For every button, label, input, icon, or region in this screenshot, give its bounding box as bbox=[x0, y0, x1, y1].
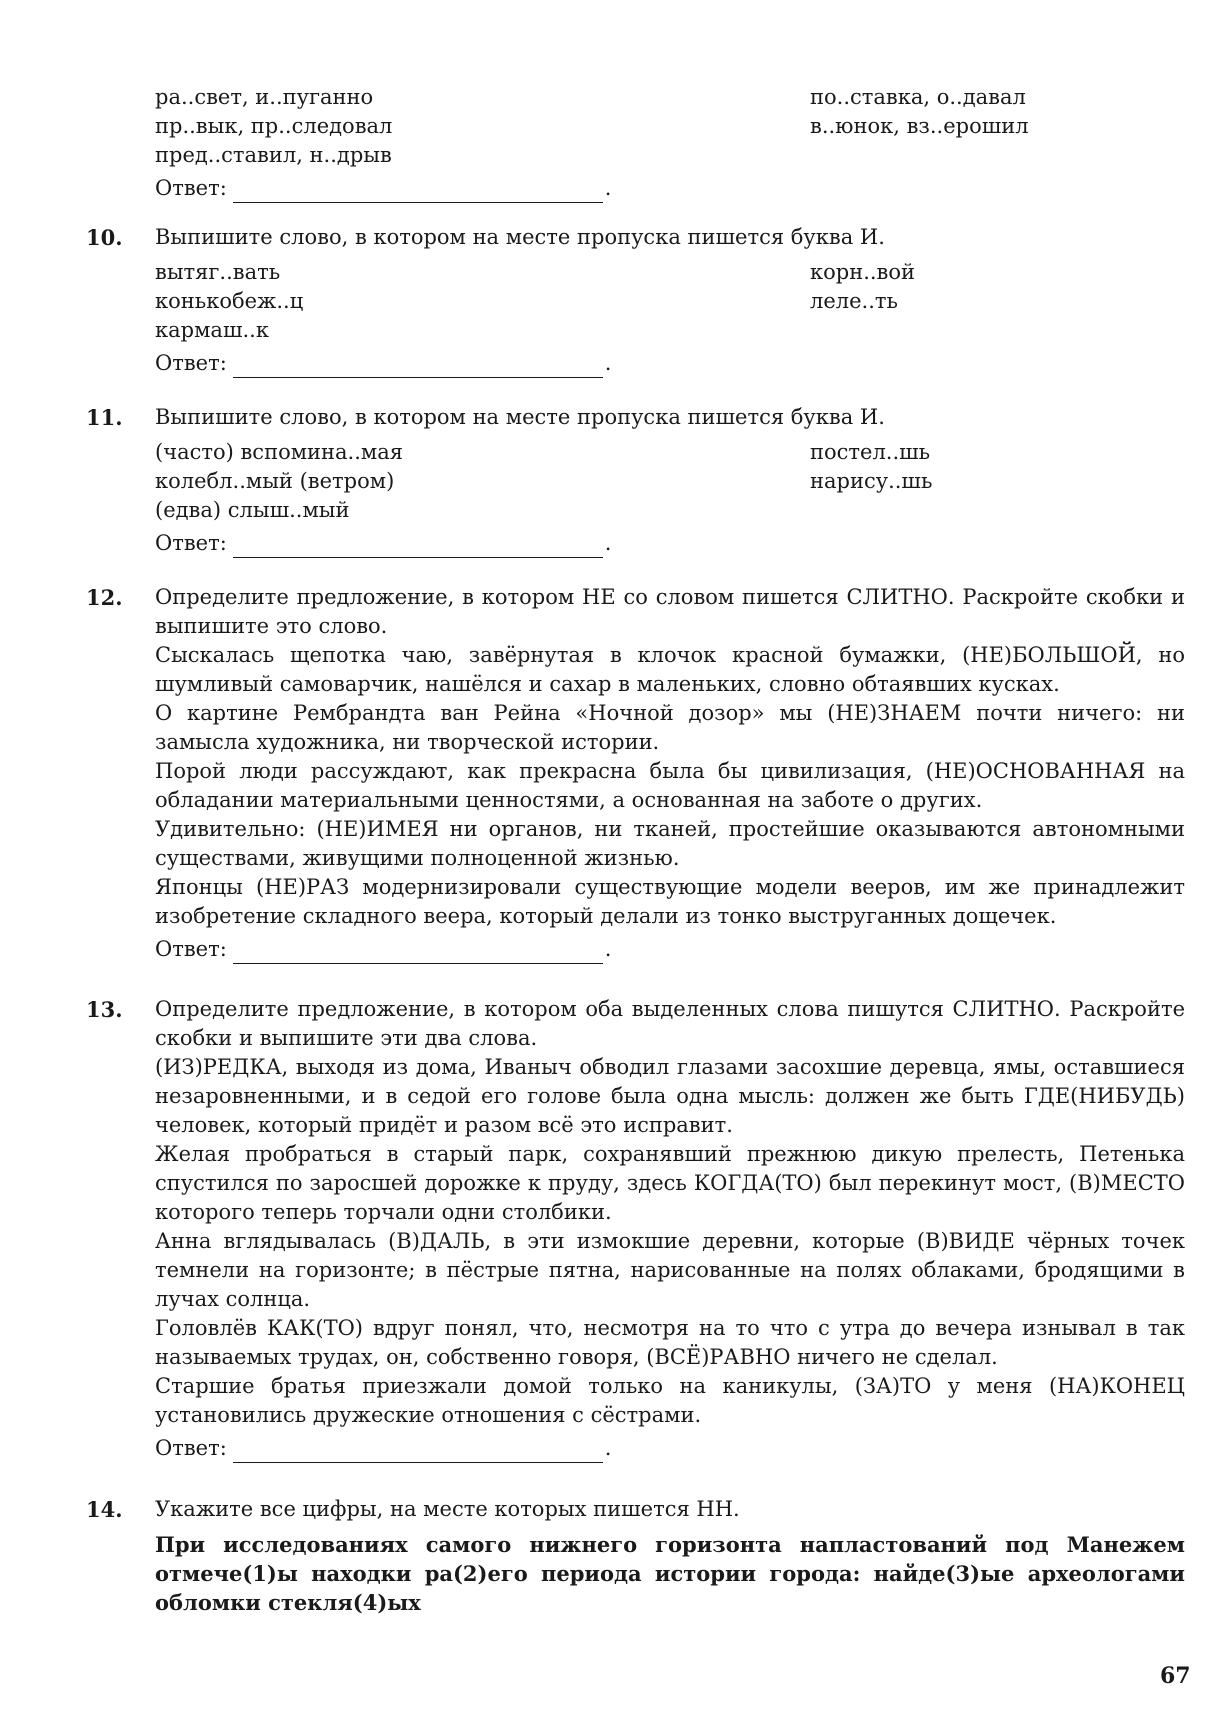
answer-label: Ответ: bbox=[155, 531, 227, 555]
task-number: 14. bbox=[86, 1497, 123, 1522]
sentence: (ИЗ)РЕДКА, выходя из дома, Иваныч обводил глазами засохшие деревца, ямы, оставшиеся незаровненными, и в седой его голове была одна мысль: должен же быть ГДЕ(НИБУДЬ) человек, который придёт и разом всё это исправит. bbox=[155, 1055, 1185, 1137]
option: вытяг..вать bbox=[155, 260, 281, 284]
task-14 bbox=[155, 1495, 1185, 1617]
answer-row: Ответ: . bbox=[155, 349, 1185, 378]
option: колебл..мый (ветром) bbox=[155, 469, 395, 493]
task-10-right-column bbox=[810, 258, 915, 316]
option: (едва) слыш..мый bbox=[155, 498, 350, 522]
task-9-options bbox=[155, 83, 1185, 170]
option: в..юнок, вз..ерошил bbox=[810, 114, 1029, 138]
page-number: 67 bbox=[1160, 1663, 1191, 1689]
option: (часто) вспомина..мая bbox=[155, 440, 404, 464]
answer-row: Ответ: . bbox=[155, 174, 1185, 203]
task-question: Выпишите слово, в котором на месте пропуска пишется буква И. bbox=[155, 225, 885, 249]
answer-field[interactable] bbox=[233, 943, 603, 964]
option: кармаш..к bbox=[155, 318, 269, 342]
task-12 bbox=[155, 583, 1185, 964]
task-11-options bbox=[155, 438, 1185, 525]
option: леле..ть bbox=[810, 289, 898, 313]
sentence: Порой люди рассуждают, как прекрасна была бы цивилизация, (НЕ)ОСНОВАННАЯ на обладании материальными ценностями, а основанная на заботе о других. bbox=[155, 759, 1185, 812]
sentence: Японцы (НЕ)РАЗ модернизировали существующие модели вееров, им же принадлежит изобретение складного веера, который делали из тонко выструганных дощечек. bbox=[155, 875, 1185, 928]
sentence: Желая пробраться в старый парк, сохранявший прежнюю дикую прелесть, Петенька спустился по заросшей дорожке к пруду, здесь КОГДА(ТО) был перекинут мост, (В)МЕСТО которого теперь торчали одни столбики. bbox=[155, 1142, 1185, 1224]
answer-field[interactable] bbox=[233, 357, 603, 378]
task-text: При исследованиях самого нижнего горизонта напластований под Манежем отмече(1)ы находки ра(2)его периода истории города: найде(3)ые археологами обломки стекля(4)ых bbox=[155, 1532, 1185, 1615]
task-number: 12. bbox=[86, 585, 123, 610]
task-9-right-column bbox=[810, 83, 1029, 141]
task-11 bbox=[155, 403, 1185, 558]
sentence: Старшие братья приезжали домой только на каникулы, (ЗА)ТО у меня (НА)КОНЕЦ установились дружеские отношения с сёстрами. bbox=[155, 1374, 1185, 1427]
task-number: 11. bbox=[86, 405, 123, 430]
task-number: 13. bbox=[86, 997, 123, 1022]
option: конькобеж..ц bbox=[155, 289, 304, 313]
task-9 bbox=[155, 83, 1185, 203]
answer-row: Ответ: . bbox=[155, 935, 1185, 964]
task-question: Определите предложение, в котором НЕ со словом пишется СЛИТНО. Раскройте скобки и выпишите это слово. bbox=[155, 585, 1185, 638]
task-11-right-column bbox=[810, 438, 932, 496]
answer-row: Ответ: . bbox=[155, 529, 1185, 558]
sentence: Головлёв КАК(ТО) вдруг понял, что, несмотря на то что с утра до вечера изнывал в так называемых трудах, он, собственно говоря, (ВСЁ)РАВНО ничего не сделал. bbox=[155, 1316, 1185, 1369]
answer-field[interactable] bbox=[233, 1442, 603, 1463]
answer-row: Ответ: . bbox=[155, 1434, 1185, 1463]
task-question: Укажите все цифры, на месте которых пишется НН. bbox=[155, 1497, 740, 1521]
answer-label: Ответ: bbox=[155, 351, 227, 375]
sentence: Сыскалась щепотка чаю, завёрнутая в клочок красной бумажки, (НЕ)БОЛЬШОЙ, но шумливый самоварчик, нашёлся и сахар в маленьких, словно обтаявших кусках. bbox=[155, 643, 1185, 696]
answer-field[interactable] bbox=[233, 537, 603, 558]
answer-label: Ответ: bbox=[155, 1436, 227, 1460]
task-question: Определите предложение, в котором оба выделенных слова пишутся СЛИТНО. Раскройте скобки и выпишите эти два слова. bbox=[155, 997, 1185, 1050]
option: пред..ставил, н..дрыв bbox=[155, 143, 392, 167]
sentence: Удивительно: (НЕ)ИМЕЯ ни органов, ни тканей, простейшие оказываются автономными существами, живущими полноценной жизнью. bbox=[155, 817, 1185, 870]
answer-label: Ответ: bbox=[155, 176, 227, 200]
task-10-options bbox=[155, 258, 1185, 345]
task-question: Выпишите слово, в котором на месте пропуска пишется буква И. bbox=[155, 405, 885, 429]
sentence: О картине Рембрандта ван Рейна «Ночной дозор» мы (НЕ)ЗНАЕМ почти ничего: ни замысла художника, ни творческой истории. bbox=[155, 701, 1185, 754]
option: ра..свет, и..пуганно bbox=[155, 85, 374, 109]
answer-label: Ответ: bbox=[155, 937, 227, 961]
task-10 bbox=[155, 223, 1185, 378]
sentence: Анна вглядывалась (В)ДАЛЬ, в эти измокшие деревни, которые (В)ВИДЕ чёрных точек темнели на горизонте; в пёстрые пятна, нарисованные на полях облаками, бродящими в лучах солнца. bbox=[155, 1229, 1185, 1311]
option: нарису..шь bbox=[810, 469, 933, 493]
option: постел..шь bbox=[810, 440, 931, 464]
task-13 bbox=[155, 995, 1185, 1463]
option: по..ставка, о..давал bbox=[810, 85, 1026, 109]
option: корн..вой bbox=[810, 260, 916, 284]
option: пр..вык, пр..следовал bbox=[155, 114, 393, 138]
task-number: 10. bbox=[86, 225, 123, 250]
answer-field[interactable] bbox=[233, 182, 603, 203]
